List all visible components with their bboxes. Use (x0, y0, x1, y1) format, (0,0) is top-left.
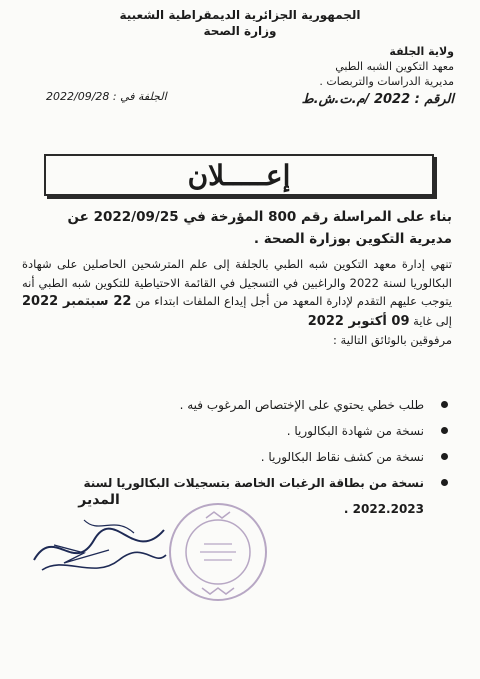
list-item: نسخة من كشف نقاط البكالوريا . (30, 444, 450, 470)
bullet-icon (441, 479, 448, 486)
list-item: طلب خطي يحتوي على الإختصاص المرغوب فيه . (30, 392, 450, 418)
issuer-block (254, 44, 454, 89)
start-date: 22 سبتمبر 2022 (22, 294, 132, 309)
body-paragraph (22, 255, 452, 350)
director-signature-icon (24, 505, 174, 585)
institute-label: معهد التكوين الشبه الطبي (335, 60, 454, 73)
ministry-heading: وزارة الصحة (203, 24, 277, 38)
director-title: المدير (78, 492, 120, 508)
department-label: مديرية الدراسات والتربصات . (319, 75, 454, 88)
reference-number: الرقم : 2022 /م.ت.ش.ط (301, 92, 454, 107)
official-stamp-icon (166, 500, 270, 604)
body-main-text: تنهي إدارة معهد التكوين شبه الطبي بالجلفة إلى علم المترشحين الحاصلين على شهادة البكالوريا لسنة 2022 والراغبين في التسجيل في القائمة الاحتياطية للتكوين شبه الطبي أنه يتوجب عليهم التقدم لإدارة المعهد من أجل إيداع الملفات ابتداء من (22, 257, 452, 308)
wilaya-label: ولاية الجلفة (389, 45, 454, 58)
until-word: إلى غاية (413, 313, 452, 328)
republic-heading: الجمهورية الجزائرية الديمقراطية الشعبية (119, 8, 361, 22)
attachments-intro: مرفوقين بالوثائق التالية : (333, 333, 452, 347)
announcement-title (44, 154, 434, 196)
bullet-icon (441, 453, 448, 460)
announcement-title-text: إعـــــلان (187, 158, 291, 192)
list-item: نسخة من بطاقة الرغبات الخاصة بتسجيلات البكالوريا لسنة 2022.2023 . (30, 470, 450, 496)
end-date: 09 أكتوبر 2022 (307, 313, 410, 329)
intro-paragraph: بناء على المراسلة رقم 800 المؤرخة في 2022/09/25 عن مديرية التكوين بوزارة الصحة . (67, 209, 452, 247)
bullet-icon (441, 427, 448, 434)
list-item: نسخة من شهادة البكالوريا . (30, 418, 450, 444)
document-date: الجلفة في : 2022/09/28 (46, 90, 167, 103)
bullet-icon (441, 401, 448, 408)
